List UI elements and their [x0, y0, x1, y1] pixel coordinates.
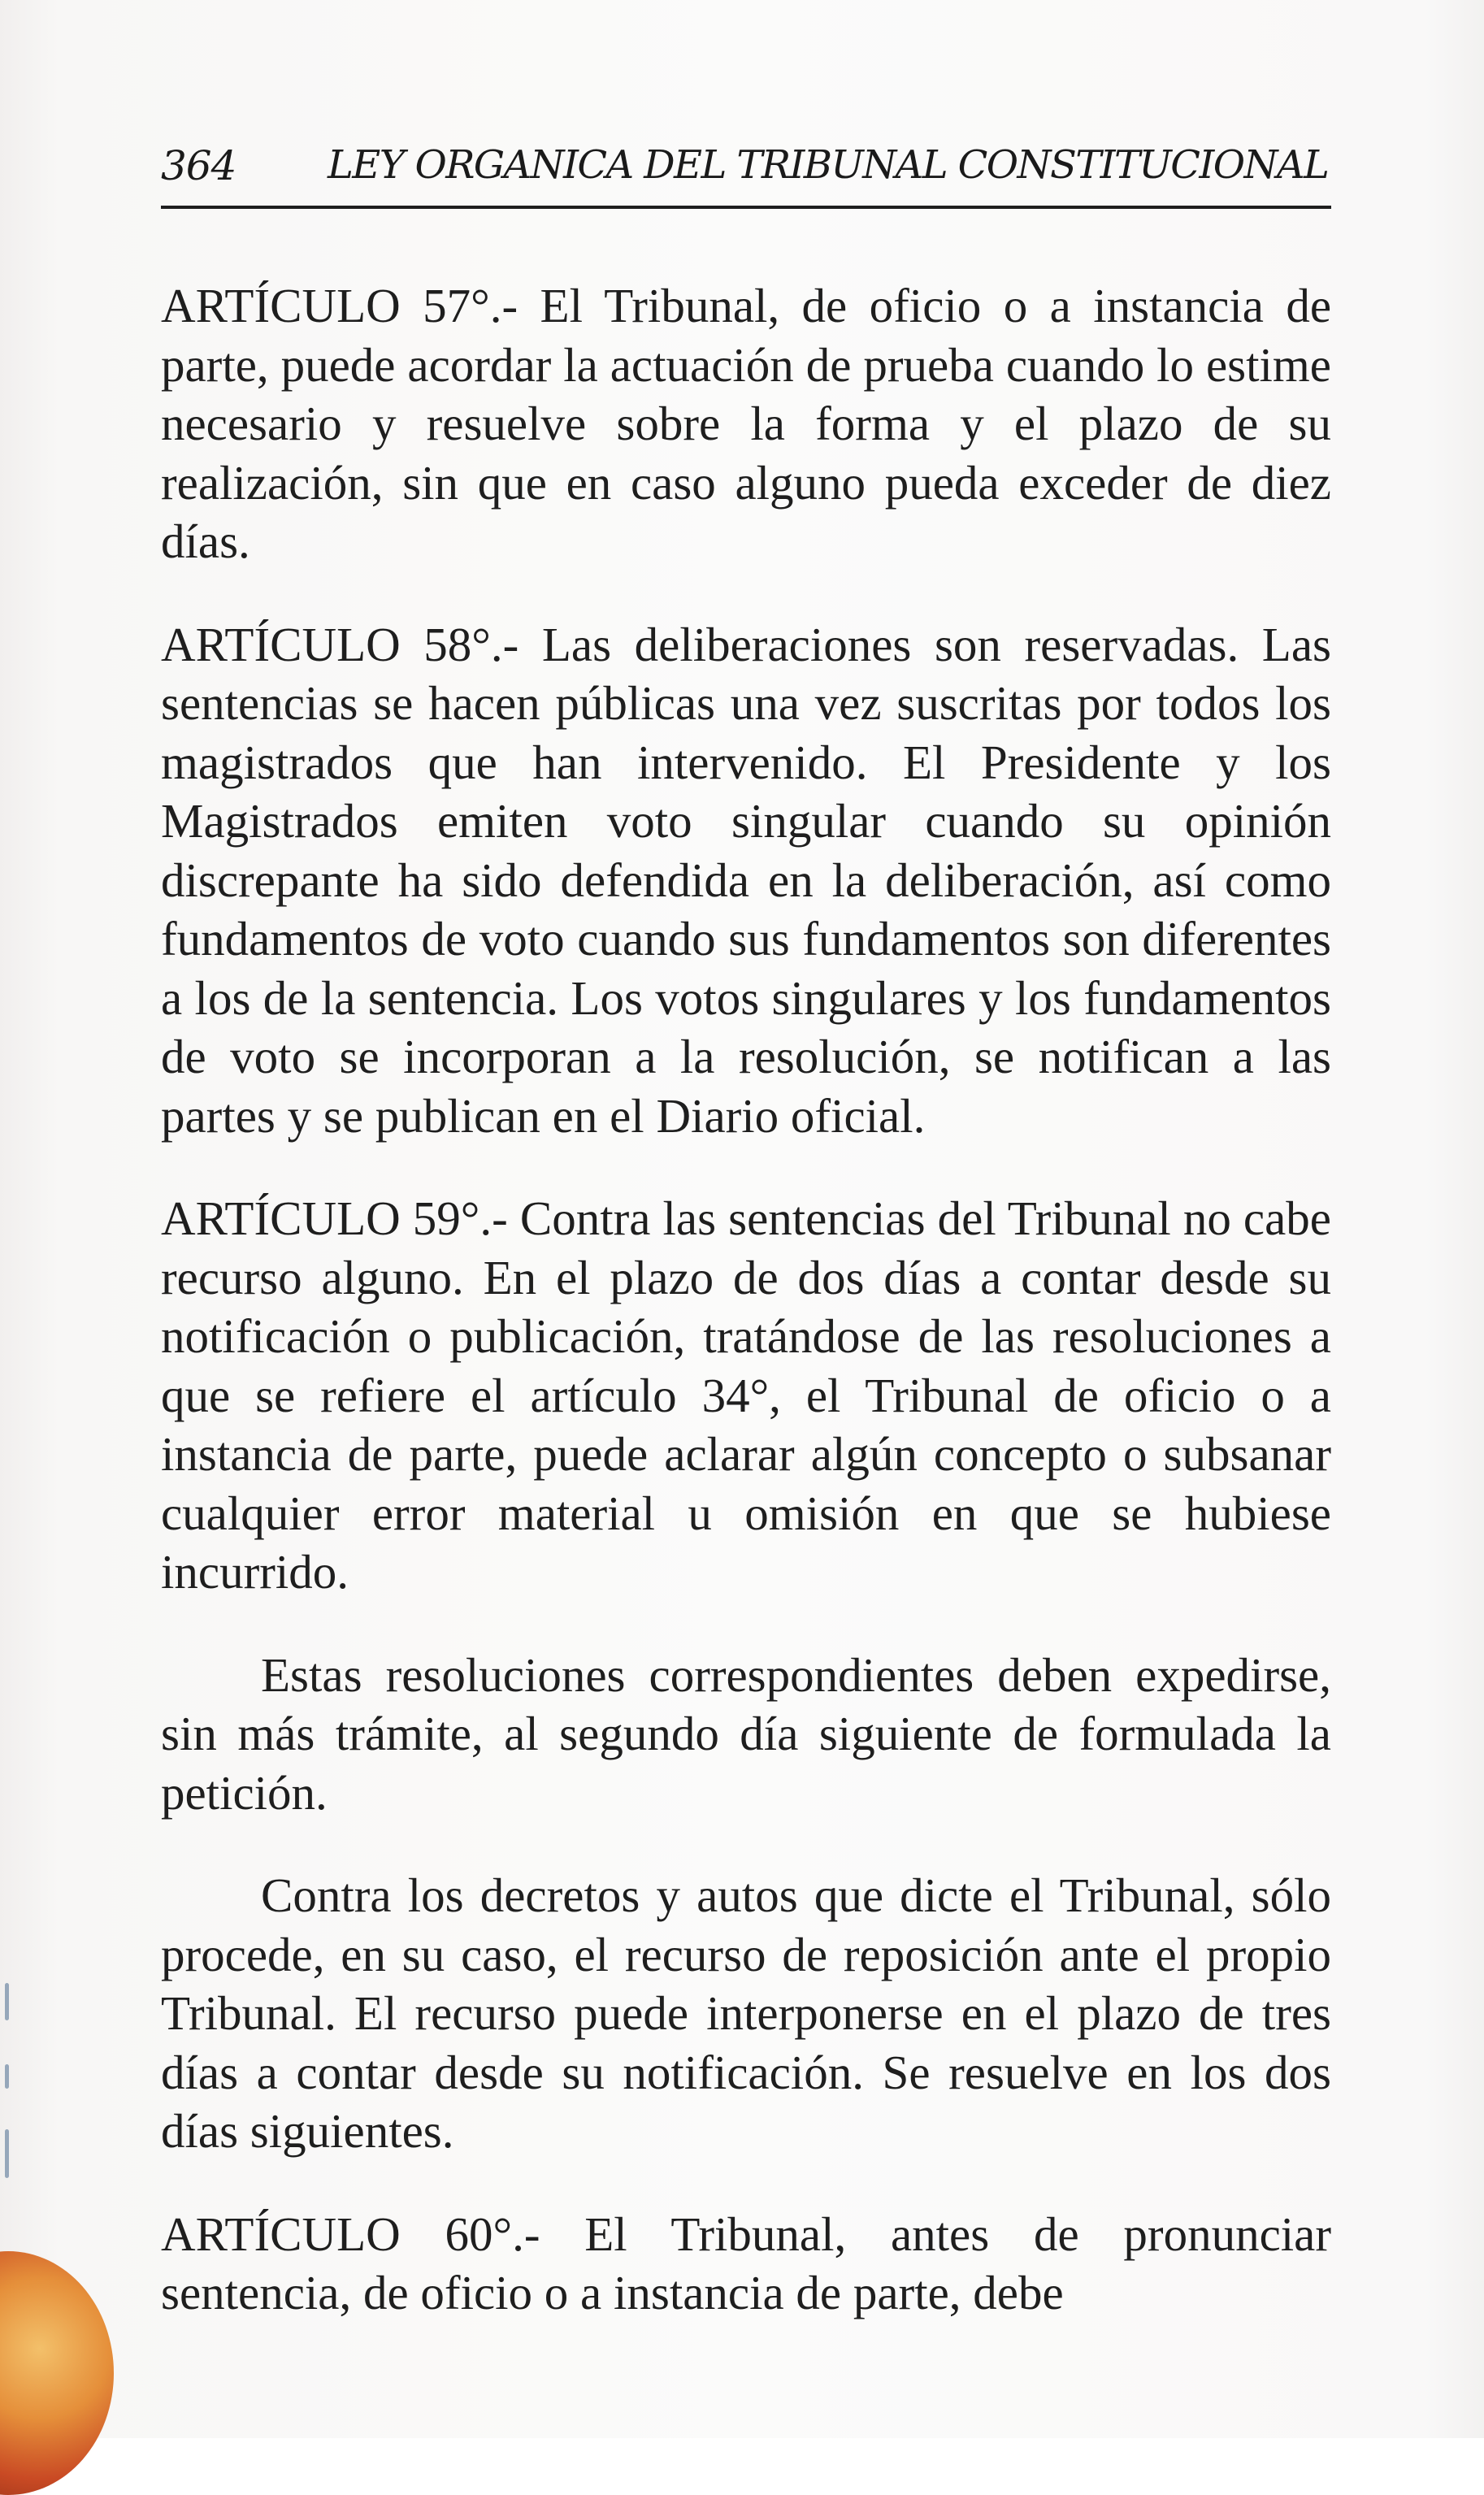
gutter-stain [5, 1983, 9, 2020]
gutter-stain [5, 2064, 9, 2089]
body-text [161, 276, 1331, 2323]
article-58: ARTÍCULO 58°.- Las deliberaciones son reservadas. Las sentencias se hacen públicas una vez suscritas por todos los magistrados que han intervenido. El Presidente y los Magistrados emiten voto singular cuando su opinión discrepante ha sido defendida en la deliberación, así como fundamentos de voto cuando sus fundamentos son diferentes a los de la sentencia. Los votos singulares y los fundamentos de voto se incorporan a la resolución, se notifican a las partes y se publican en el Diario oficial. [161, 617, 1331, 1143]
article-59-paragraph-2: Estas resoluciones correspondientes deben expedirse, sin más trámite, al segundo día siguiente de formulada la petición. [161, 1647, 1331, 1820]
running-title: LEY ORGANICA DEL TRIBUNAL CONSTITUCIONAL [328, 142, 1329, 188]
article-57: ARTÍCULO 57°.- El Tribunal, de oficio o a instancia de parte, puede acordar la actuación de prueba cuando lo estime necesario y resuelve sobre la forma y el plazo de su realización, sin que en caso alguno pueda exceder de diez días. [161, 279, 1331, 568]
page-header [161, 142, 1341, 199]
article-60: ARTÍCULO 60°.- El Tribunal, antes de pronunciar sentencia, de oficio o a instancia de parte, debe [161, 2206, 1331, 2319]
header-rule [161, 206, 1331, 209]
article-59-paragraph-3: Contra los decretos y autos que dicte el Tribunal, sólo procede, en su caso, el recurso de reposición ante el propio Tribunal. El recurso puede interponerse en el plazo de tres días a contar desde su notificación. Se resuelve en los dos días siguientes. [161, 1868, 1331, 2158]
page-number: 364 [161, 142, 236, 189]
article-59: ARTÍCULO 59°.- Contra las sentencias del Tribunal no cabe recurso alguno. En el plazo de dos días a contar desde su notificación o publicación, tratándose de las resoluciones a que se refiere el artículo 34°, el Tribunal de oficio o a instancia de parte, puede aclarar algún concepto o subsanar cualquier error material u omisión en que se hubiese incurrido. [161, 1191, 1331, 1599]
gutter-stain [5, 2129, 9, 2178]
